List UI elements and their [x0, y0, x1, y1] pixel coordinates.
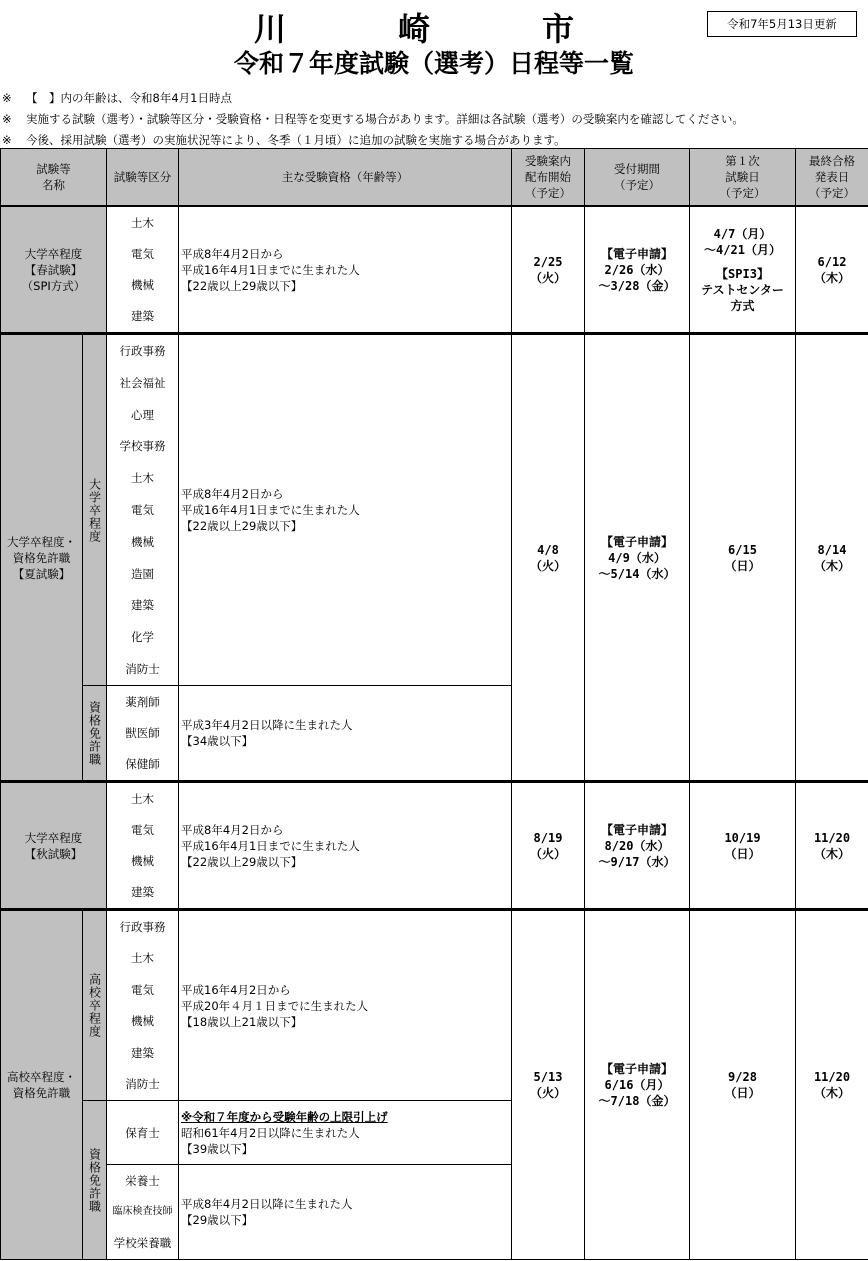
- page-title: 川 崎 市: [253, 10, 614, 48]
- eligibility-cell: 平成8年4月2日から 平成16年4月1日までに生まれた人 【22歳以上29歳以下】: [179, 333, 512, 686]
- header-result: 最終合格 発表日 （予定）: [796, 149, 868, 206]
- update-date-box: 令和7年5月13日更新: [707, 11, 857, 37]
- group-label-license: 資格免許職: [83, 686, 107, 781]
- age-limit-note: ※令和７年度から受験年齢の上限引上げ: [181, 1109, 388, 1124]
- period-cell: 【電子申請】 4/9（水） ～5/14（水）: [585, 333, 690, 781]
- result-cell: 6/12 （木）: [796, 206, 868, 333]
- period-cell: 【電子申請】 8/20（水） ～9/17（水）: [585, 781, 690, 909]
- header-first-exam: 第１次 試験日 （予定）: [690, 149, 796, 206]
- category-cell: 薬剤師 獣医師 保健師: [107, 686, 179, 781]
- eligibility-cell: 平成3年4月2日以降に生まれた人 【34歳以下】: [179, 686, 512, 781]
- result-cell: 8/14 （木）: [796, 333, 868, 781]
- header-name: 試験等 名称: [1, 149, 107, 206]
- header-distribution: 受験案内 配布開始 （予定）: [512, 149, 585, 206]
- period-cell: 【電子申請】 6/16（月） ～7/18（金）: [585, 909, 690, 1260]
- distribution-cell: 8/19 （火）: [512, 781, 585, 909]
- group-label-univ: 大学卒程度: [83, 333, 107, 686]
- distribution-cell: 5/13 （火）: [512, 909, 585, 1260]
- first-exam-cell: 6/15 （日）: [690, 333, 796, 781]
- result-cell: 11/20 （木）: [796, 909, 868, 1260]
- exam-name-highschool: 高校卒程度・ 資格免許職: [1, 909, 83, 1260]
- schedule-table: [0, 148, 868, 1260]
- note-item: ※ 実施する試験（選考）・試験等区分・受験資格・日程等を変更する場合があります。詳細は各試験（選考）の受験案内を確認してください。: [2, 112, 744, 126]
- group-label-highschool: 高校卒程度: [83, 909, 107, 1101]
- category-cell: 栄養士 臨床検査技師 学校栄養職: [107, 1165, 179, 1260]
- page-subtitle: 令和７年度試験（選考）日程等一覧: [233, 49, 634, 78]
- header-category: 試験等区分: [107, 149, 179, 206]
- exam-name-autumn: 大学卒程度 【秋試験】: [1, 781, 107, 909]
- category-cell: 土木 電気 機械 建築: [107, 781, 179, 909]
- category-cell: 土木 電気 機械 建築: [107, 206, 179, 333]
- first-exam-cell: 4/7（月） ～4/21（月） 【SPI3】 テストセンター 方式: [690, 206, 796, 333]
- first-exam-cell: 10/19 （日）: [690, 781, 796, 909]
- distribution-cell: 4/8 （火）: [512, 333, 585, 781]
- notes-list: [2, 88, 744, 151]
- group-label-license: 資格免許職: [83, 1101, 107, 1260]
- exam-name-spring: 大学卒程度 【春試験】 （SPI方式）: [1, 206, 107, 333]
- header-period: 受付期間 （予定）: [585, 149, 690, 206]
- exam-name-summer: 大学卒程度・ 資格免許職 【夏試験】: [1, 333, 83, 781]
- note-item: ※ 今後、採用試験（選考）の実施状況等により、冬季（１月頃）に追加の試験を実施する場合があります。: [2, 133, 566, 147]
- category-cell: 保育士: [107, 1101, 179, 1165]
- eligibility-cell: 平成8年4月2日から 平成16年4月1日までに生まれた人 【22歳以上29歳以下】: [179, 206, 512, 333]
- note-item: ※ 【 】内の年齢は、令和8年4月1日時点: [2, 91, 232, 105]
- eligibility-cell: ※令和７年度から受験年齢の上限引上げ 昭和61年4月2日以降に生まれた人 【39歳以下】: [179, 1101, 512, 1165]
- category-cell: 行政事務 社会福祉 心理 学校事務 土木 電気 機械 造園 建築 化学 消防士: [107, 333, 179, 686]
- first-exam-cell: 9/28 （日）: [690, 909, 796, 1260]
- eligibility-cell: 平成8年4月2日から 平成16年4月1日までに生まれた人 【22歳以上29歳以下】: [179, 781, 512, 909]
- header-eligibility: 主な受験資格（年齢等）: [179, 149, 512, 206]
- distribution-cell: 2/25 （火）: [512, 206, 585, 333]
- eligibility-cell: 平成16年4月2日から 平成20年４月１日までに生まれた人 【18歳以上21歳以下】: [179, 909, 512, 1101]
- category-cell: 行政事務 土木 電気 機械 建築 消防士: [107, 909, 179, 1101]
- eligibility-cell: 平成8年4月2日以降に生まれた人 【29歳以下】: [179, 1165, 512, 1260]
- period-cell: 【電子申請】 2/26（水） ～3/28（金）: [585, 206, 690, 333]
- result-cell: 11/20 （木）: [796, 781, 868, 909]
